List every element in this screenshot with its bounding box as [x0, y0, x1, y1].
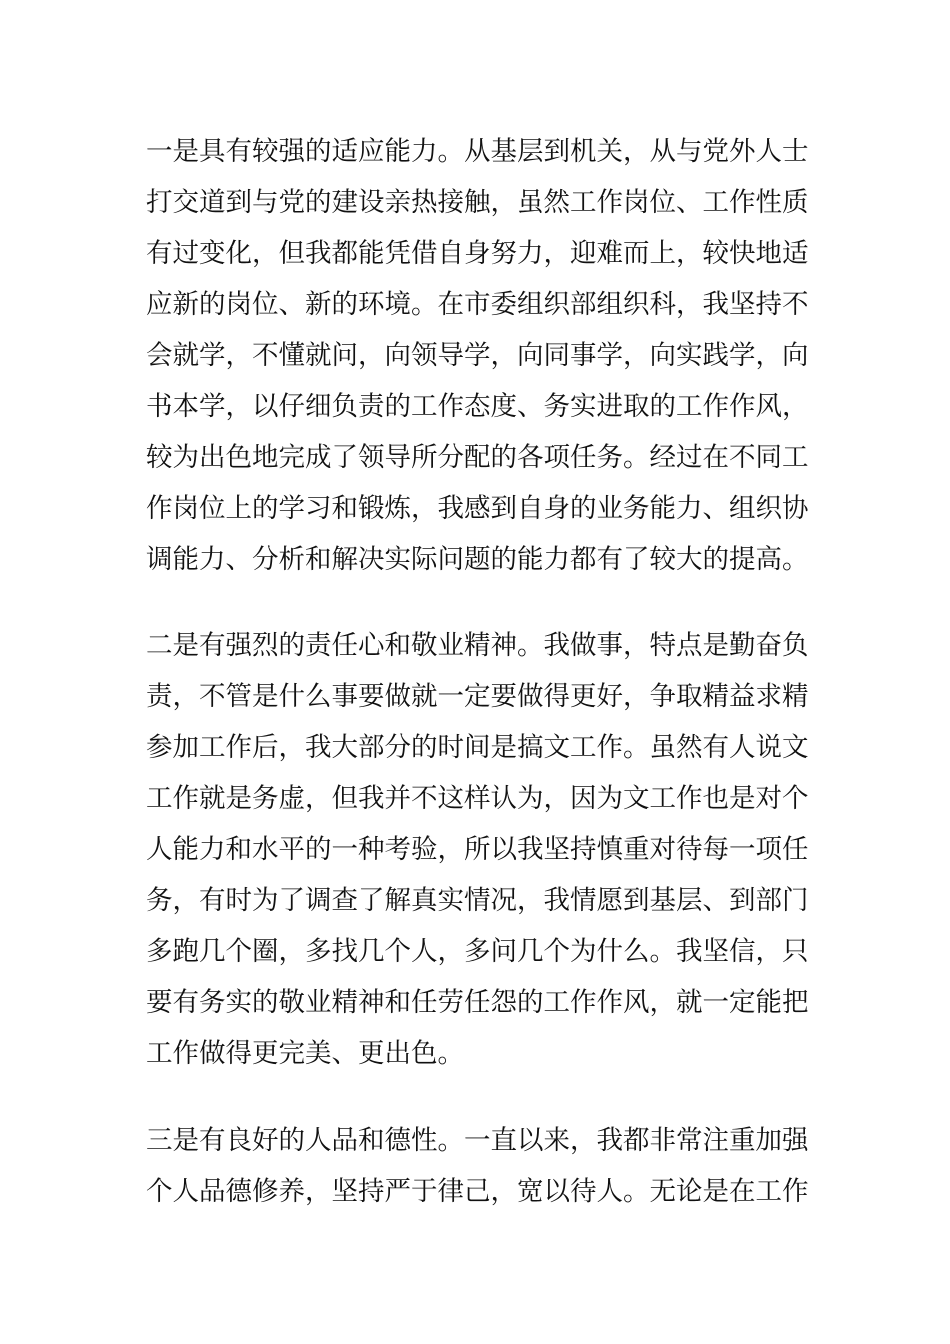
text-line: 三是有良好的人品和德性。一直以来，我都非常注重加强 [146, 1125, 809, 1156]
text-line: 务，有时为了调查了解真实情况，我情愿到基层、到部门 [146, 885, 809, 916]
text-line: 会就学，不懂就问，向领导学，向同事学，向实践学，向 [146, 340, 809, 371]
paragraph-adaptability [146, 126, 812, 585]
text-line: 调能力、分析和解决实际问题的能力都有了较大的提高。 [146, 544, 809, 575]
text-line: 工作做得更完美、更出色。 [146, 1038, 464, 1069]
text-line: 个人品德修养，坚持严于律己，宽以待人。无论是在工作 [146, 1176, 809, 1207]
text-line: 一是具有较强的适应能力。从基层到机关，从与党外人士 [146, 136, 809, 167]
text-line: 书本学，以仔细负责的工作态度、务实进取的工作作风， [146, 391, 809, 422]
text-line: 作岗位上的学习和锻炼，我感到自身的业务能力、组织协 [146, 493, 809, 524]
text-line: 要有务实的敬业精神和任劳任怨的工作作风，就一定能把 [146, 987, 809, 1018]
text-line: 二是有强烈的责任心和敬业精神。我做事，特点是勤奋负 [146, 630, 809, 661]
text-line: 参加工作后，我大部分的时间是搞文工作。虽然有人说文 [146, 732, 809, 763]
text-line: 工作就是务虚，但我并不这样认为，因为文工作也是对个 [146, 783, 809, 814]
text-line: 较为出色地完成了领导所分配的各项任务。经过在不同工 [146, 442, 809, 473]
paragraph-responsibility [146, 620, 812, 1079]
text-line: 多跑几个圈，多找几个人，多问几个为什么。我坚信，只 [146, 936, 809, 967]
text-line: 应新的岗位、新的环境。在市委组织部组织科，我坚持不 [146, 289, 809, 320]
text-line: 责，不管是什么事要做就一定要做得更好，争取精益求精 [146, 681, 809, 712]
text-line: 有过变化，但我都能凭借自身努力，迎难而上，较快地适 [146, 238, 809, 269]
text-line: 人能力和水平的一种考验，所以我坚持慎重对待每一项任 [146, 834, 809, 865]
text-line: 打交道到与党的建设亲热接触，虽然工作岗位、工作性质 [146, 187, 809, 218]
paragraph-character [146, 1115, 812, 1217]
